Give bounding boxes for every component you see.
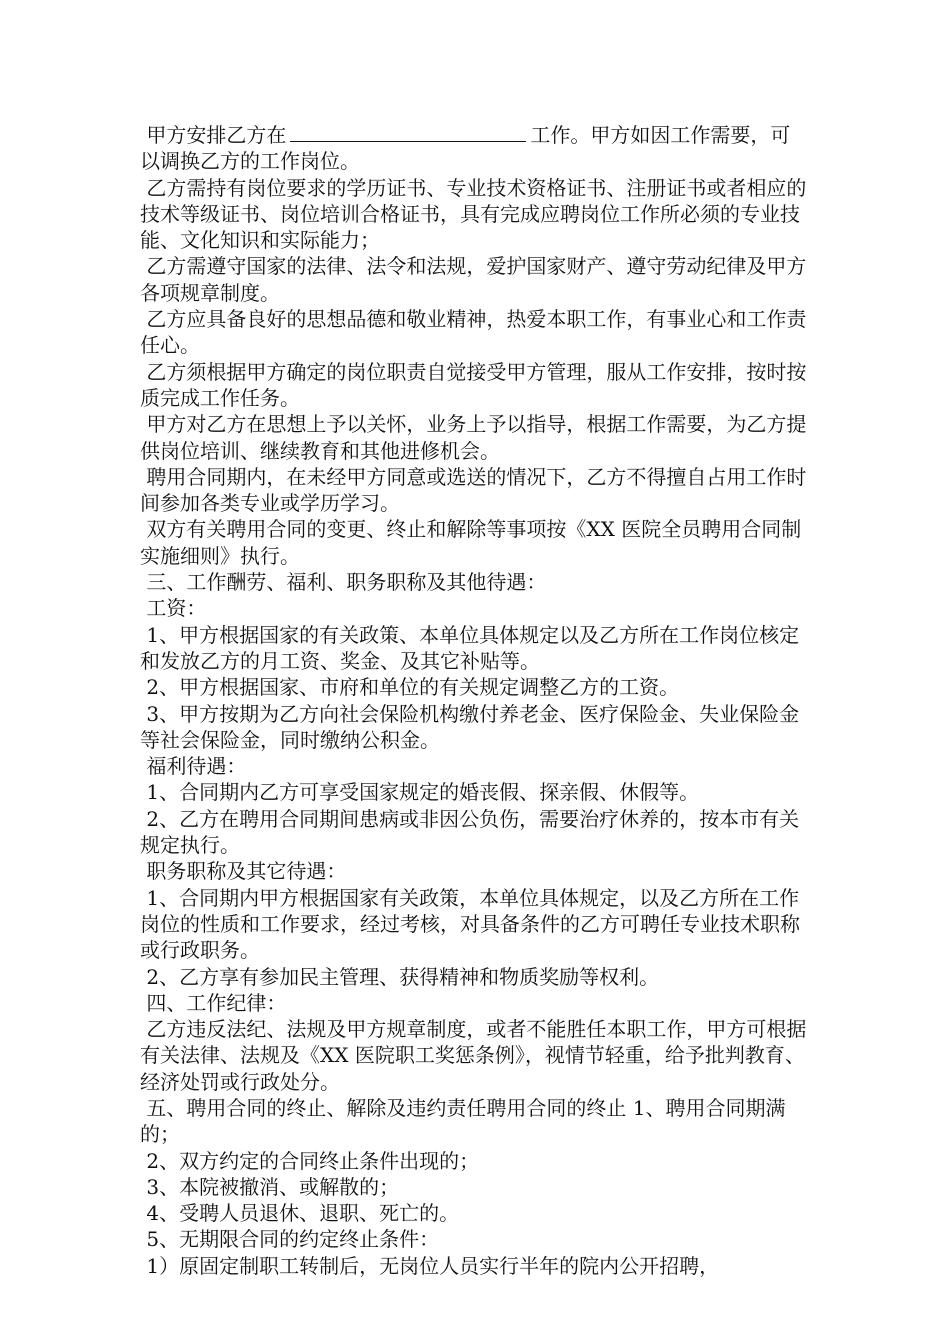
paragraph: 甲方对乙方在思想上予以关怀，业务上予以指导，根据工作需要，为乙方提供岗位培训、继续教育和其他进修机会。	[140, 412, 807, 463]
paragraph: 乙方违反法纪、法规及甲方规章制度，或者不能胜任本职工作，甲方可根据有关法律、法规及《XX 医院职工奖惩条例》，视情节轻重，给予批判教育、经济处罚或行政处分。	[140, 1017, 807, 1094]
list-item: 1、合同期内乙方可享受国家规定的婚丧假、探亲假、休假等。	[140, 780, 700, 805]
list-item: 2、乙方在聘用合同期间患病或非因公负伤，需要治疗休养的，按本市有关规定执行。	[140, 806, 800, 858]
list-item: 3、本院被撤消、或解散的；	[140, 1174, 400, 1199]
list-item: 4、受聘人员退休、退职、死亡的。	[140, 1201, 460, 1226]
paragraph: 双方有关聘用合同的变更、终止和解除等事项按《XX 医院全员聘用合同制实施细则》执行。	[140, 517, 802, 568]
list-item: 2、甲方根据国家、市府和单位的有关规定调整乙方的工资。	[140, 675, 680, 700]
list-item: 2、双方约定的合同终止条件出现的；	[140, 1148, 480, 1173]
list-item: 5、无期限合同的约定终止条件：	[140, 1227, 440, 1252]
assignment-text-after: 工作。甲方如因工作需要，可以调换乙方的工作岗位。	[140, 123, 791, 174]
document-body	[140, 122, 810, 1279]
subsection-heading: 福利待遇：	[140, 754, 247, 779]
paragraph: 乙方须根据甲方确定的岗位职责自觉接受甲方管理，服从工作安排，按时按质完成工作任务。	[140, 359, 807, 410]
assignment-text-before: 甲方安排乙方在	[140, 123, 287, 147]
list-item: 1）原固定制职工转制后，无岗位人员实行半年的院内公开招聘，	[140, 1253, 720, 1278]
paragraph-work-assignment	[140, 122, 810, 175]
fill-in-blank-line	[290, 123, 526, 142]
section-heading: 四、工作纪律：	[140, 990, 287, 1015]
subsection-heading: 工资：	[140, 596, 207, 621]
list-item: 3、甲方按期为乙方向社会保险机构缴付养老金、医疗保险金、失业保险金等社会保险金，同时缴纳公积金。	[140, 701, 800, 752]
list-item: 1、甲方根据国家的有关政策、本单位具体规定以及乙方所在工作岗位核定和发放乙方的月工资、奖金、及其它补贴等。	[140, 622, 800, 673]
section-heading: 三、工作酬劳、福利、职务职称及其他待遇：	[140, 570, 547, 595]
paragraph: 乙方需遵守国家的法律、法令和法规，爱护国家财产、遵守劳动纪律及甲方各项规章制度。	[140, 254, 807, 305]
paragraph: 乙方需持有岗位要求的学历证书、专业技术资格证书、注册证书或者相应的技术等级证书、岗位培训合格证书，具有完成应聘岗位工作所必须的专业技能、文化知识和实际能力；	[140, 175, 807, 253]
subsection-heading: 职务职称及其它待遇：	[140, 859, 347, 884]
section-heading: 五、聘用合同的终止、解除及违约责任聘用合同的终止 1、聘用合同期满的；	[140, 1095, 786, 1147]
paragraph: 聘用合同期内，在未经甲方同意或选送的情况下，乙方不得擅自占用工作时间参加各类专业或学历学习。	[140, 464, 807, 516]
list-item: 2、乙方享有参加民主管理、获得精神和物质奖励等权利。	[140, 964, 660, 989]
paragraph: 乙方应具备良好的思想品德和敬业精神，热爱本职工作，有事业心和工作责任心。	[140, 307, 807, 358]
list-item: 1、合同期内甲方根据国家有关政策，本单位具体规定，以及乙方所在工作岗位的性质和工作要求，经过考核，对具备条件的乙方可聘任专业技术职称或行政职务。	[140, 885, 800, 963]
